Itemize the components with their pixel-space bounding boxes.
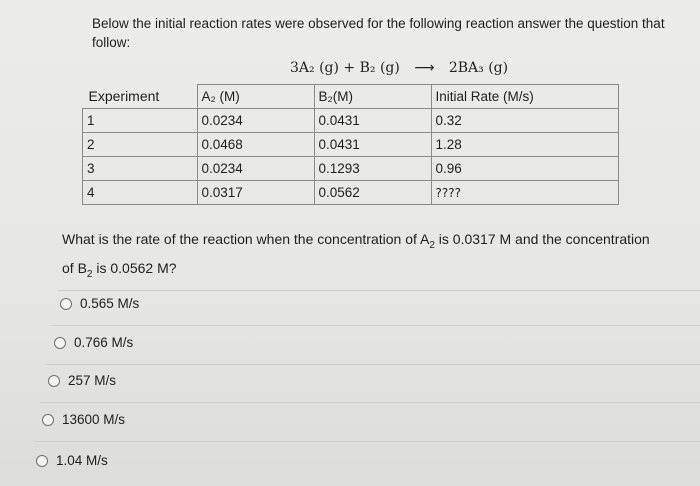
radio-button[interactable] [54, 337, 66, 349]
reaction-equation [290, 60, 508, 76]
cell-rate: 1.28 [431, 133, 618, 157]
radio-button[interactable] [60, 298, 72, 310]
cell-a2: 0.0468 [197, 133, 314, 157]
cell-a2: 0.0234 [197, 109, 314, 133]
table-row [83, 157, 619, 181]
table-row [83, 133, 619, 157]
rate-table [82, 84, 619, 205]
question-part: is 0.0317 M and the concentration of B [62, 231, 650, 276]
cell-b2: 0.1293 [314, 157, 431, 181]
cell-a2: 0.0317 [197, 181, 314, 205]
cell-experiment: 1 [83, 109, 198, 133]
divider [52, 325, 700, 326]
cell-rate-unknown: ???? [431, 181, 618, 205]
option-label: 13600 M/s [62, 412, 126, 427]
cell-experiment: 4 [83, 181, 198, 205]
subscript: 2 [429, 239, 435, 251]
answer-option-2[interactable] [54, 335, 133, 350]
reaction-arrow: ⟶ [414, 60, 435, 76]
table-row [83, 109, 619, 133]
header-experiment: Experiment [88, 88, 160, 105]
header-rate: Initial Rate (M/s) [431, 85, 618, 109]
cell-b2: 0.0431 [314, 109, 431, 133]
option-label: 1.04 M/s [56, 453, 108, 468]
cell-experiment: 3 [83, 157, 198, 181]
reactant-b2: B₂ (g) [359, 60, 400, 76]
header-b2: B₂(M) [314, 85, 431, 109]
answer-option-5[interactable] [36, 453, 108, 468]
question-part: What is the rate of the reaction when the concentration of A [62, 231, 430, 247]
answer-option-4[interactable] [42, 412, 125, 427]
table-row [83, 181, 619, 205]
cell-rate: 0.32 [431, 109, 618, 133]
option-label: 0.565 M/s [80, 296, 140, 311]
reactant-a2: 3A₂ (g) [290, 60, 339, 76]
product-ba3: 2BA₃ (g) [448, 60, 509, 76]
divider [58, 290, 700, 291]
cell-rate: 0.96 [431, 157, 618, 181]
radio-button[interactable] [48, 375, 60, 387]
divider [46, 364, 700, 365]
cell-b2: 0.0562 [314, 181, 431, 205]
answer-option-1[interactable] [60, 296, 139, 311]
header-a2: A₂ (M) [197, 85, 314, 109]
divider [34, 441, 700, 442]
cell-b2: 0.0431 [314, 133, 431, 157]
question-text [62, 228, 662, 286]
plus-sign: + [343, 60, 356, 76]
answer-option-3[interactable] [48, 373, 116, 388]
intro-text: Below the initial reaction rates were observed for the following reaction answer the question that follow: [92, 16, 665, 50]
divider [40, 402, 700, 403]
table-header-row [83, 85, 619, 109]
option-label: 257 M/s [68, 373, 117, 388]
cell-experiment: 2 [83, 133, 198, 157]
radio-button[interactable] [36, 455, 48, 467]
subscript: 2 [86, 268, 93, 280]
option-label: 0.766 M/s [74, 335, 134, 350]
question-part: is 0.0562 M? [92, 259, 177, 276]
cell-a2: 0.0234 [197, 157, 314, 181]
radio-button[interactable] [42, 414, 54, 426]
